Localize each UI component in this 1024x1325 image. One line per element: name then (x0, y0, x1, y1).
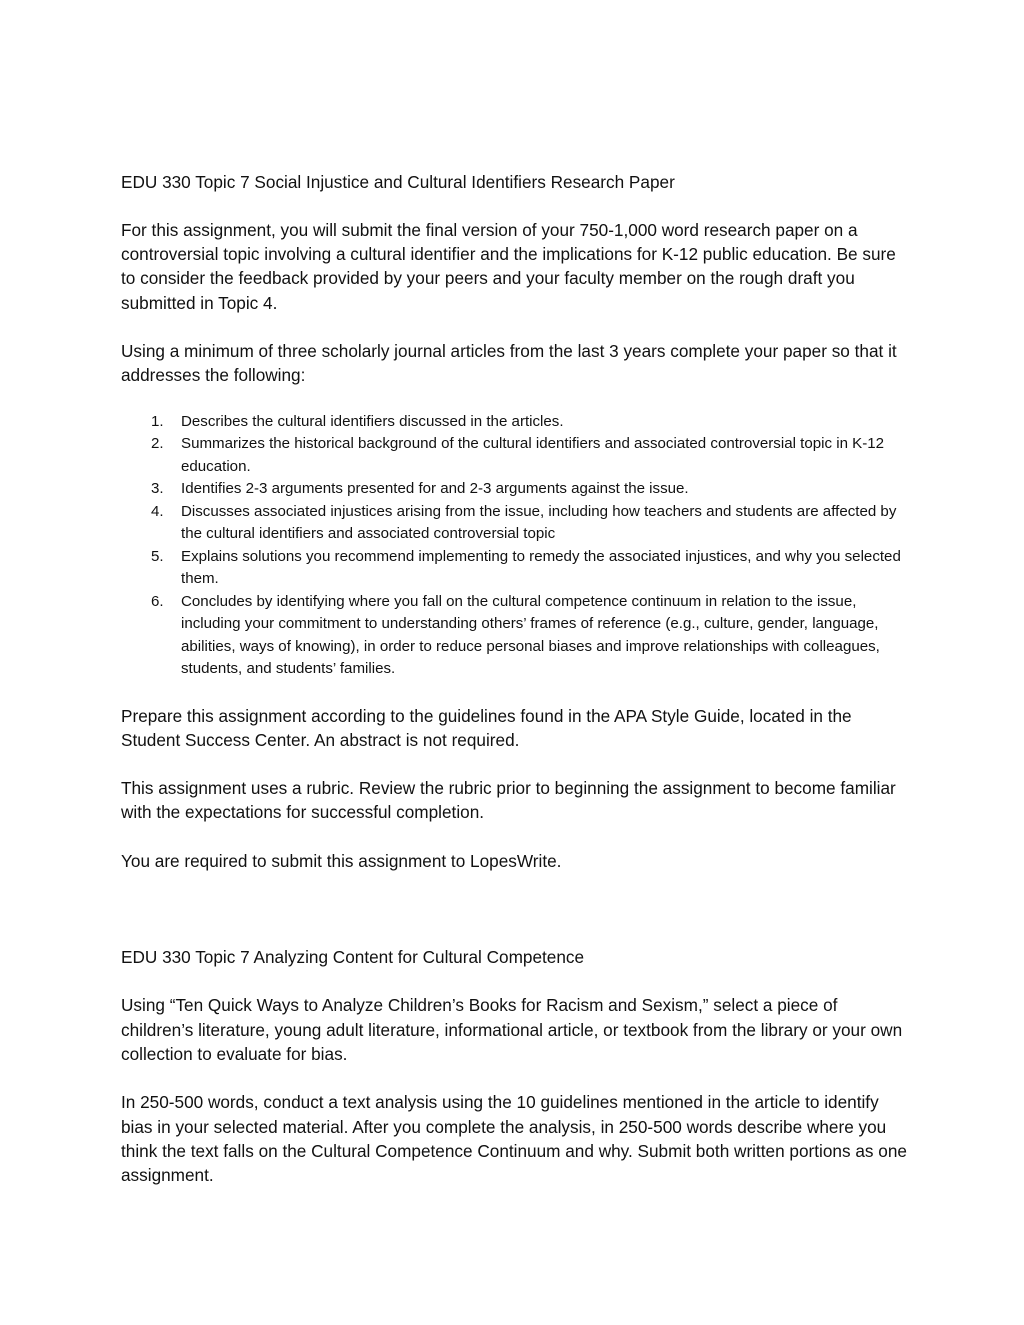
list-item (121, 501, 911, 546)
section1-rubric-paragraph: This assignment uses a rubric. Review the rubric prior to beginning the assignment to become familiar with the expectations for successful completion. (121, 778, 896, 823)
list-item-text: Explains solutions you recommend implementing to remedy the associated injustices, and why you selected them. (181, 547, 901, 588)
section2-intro-paragraph: Using “Ten Quick Ways to Analyze Children’s Books for Racism and Sexism,” select a piece of children’s literature, young adult literature, informational article, or textbook from the library or your own collection to evaluate for bias. (121, 995, 903, 1064)
list-item-text: Summarizes the historical background of the cultural identifiers and associated controversial topic in K-12 education. (181, 435, 885, 475)
section1-submission-paragraph: You are required to submit this assignment to LopesWrite. (121, 850, 562, 871)
list-item-number: 4. (151, 502, 164, 520)
list-item-number: 1. (151, 412, 164, 430)
list-item-text: Discusses associated injustices arising from the issue, including how teachers and students are affected by the cultural identifiers and associated controversial topic (181, 502, 897, 543)
list-item (121, 591, 911, 681)
section1-requirements-paragraph: Using a minimum of three scholarly journal articles from the last 3 years complete your paper so that it addresses the following: (121, 340, 897, 386)
list-item-text: Identifies 2-3 arguments presented for and 2-3 arguments against the issue. (181, 480, 689, 498)
list-item-number: 5. (151, 547, 164, 565)
section1-apa-paragraph: Prepare this assignment according to the guidelines found in the APA Style Guide, located in the Student Success Center. An abstract is not required. (121, 705, 852, 750)
section1-intro-paragraph: For this assignment, you will submit the final version of your 750-1,000 word research paper on a controversial topic involving a cultural identifier and the implications for K-12 public education. Be sure to consider the feedback provided by your peers and your faculty member on the rough draft you submitted in Topic 4. (121, 219, 896, 313)
section1-title: EDU 330 Topic 7 Social Injustice and Cultural Identifiers Research Paper (121, 172, 675, 192)
list-item (121, 478, 911, 501)
list-item-text: Describes the cultural identifiers discussed in the articles. (181, 412, 564, 430)
list-item (121, 546, 911, 591)
requirements-list (121, 411, 911, 681)
list-item-number: 3. (151, 480, 164, 498)
section2-instructions-paragraph: In 250-500 words, conduct a text analysis using the 10 guidelines mentioned in the article to identify bias in your selected material. After you complete the analysis, in 250-500 words describe where you think the text falls on the Cultural Competence Continuum and why. Submit both written portions as one assignment. (121, 1092, 907, 1186)
list-item (121, 433, 911, 478)
list-item-number: 6. (151, 592, 164, 610)
section2-title: EDU 330 Topic 7 Analyzing Content for Cultural Competence (121, 947, 585, 968)
list-item-number: 2. (151, 435, 164, 453)
list-item-text: Concludes by identifying where you fall on the cultural competence continuum in relation to the issue, including your commitment to understanding others’ frames of reference (e.g., culture, gender, language, abilities, ways of knowing), in order to reduce personal biases and improve relationships with colleagues, students, and students’ families. (181, 592, 880, 678)
document-body (121, 170, 911, 1187)
list-item (121, 411, 911, 434)
